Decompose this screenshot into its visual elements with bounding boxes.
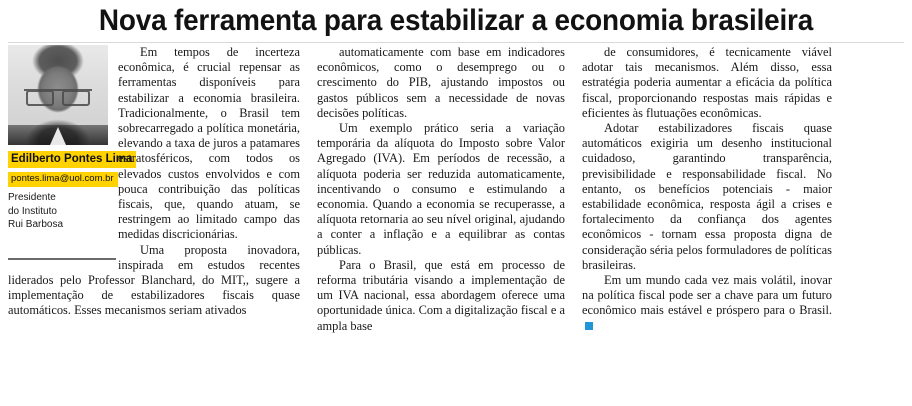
author-portrait-photo bbox=[8, 45, 108, 145]
paragraph: automaticamente com base em indicadores econômicos, como o desemprego ou o crescimento do PIB, ajustando impostos ou gastos públicos sem a necessidade de novas decisões políticas. bbox=[317, 45, 565, 120]
paragraph: Adotar estabilizadores fiscais quase automáticos exigiria um desenho institucional cuidadoso, garantindo transparência, previsibilidade e responsabilidade fiscal. No entanto, os benefícios potenciais - maior estabilidade econômica, resposta ágil a crises e fortalecimento da confiança dos agentes econômicos - tornam essa proposta digna de consideração séria pelos formuladores de políticas brasileiras. bbox=[582, 121, 832, 272]
author-role-line-3: Rui Barbosa bbox=[8, 219, 64, 230]
author-role bbox=[8, 191, 108, 232]
article-column-1 bbox=[8, 45, 300, 319]
article-column-2 bbox=[317, 45, 565, 334]
author-divider bbox=[8, 258, 116, 260]
author-role-line-2: do Instituto bbox=[8, 205, 57, 217]
end-of-article-marker bbox=[585, 322, 593, 330]
author-role-line-1: Presidente bbox=[8, 192, 56, 203]
author-block bbox=[8, 45, 133, 260]
article-column-3 bbox=[582, 45, 832, 334]
paragraph-final bbox=[582, 273, 832, 334]
author-name: Edilberto Pontes Lima bbox=[8, 151, 136, 168]
author-email[interactable]: pontes.lima@uol.com.br bbox=[8, 172, 118, 187]
paragraph: Uma proposta inovadora, inspirada em estudos recentes liderados pelo Professor Blanchard, do MIT,, sugere a implementação de estabilizadores fiscais quase automáticos. Esses mecanismos seriam ativados bbox=[8, 242, 300, 318]
headline-container bbox=[0, 0, 912, 43]
article-columns bbox=[8, 45, 904, 403]
headline-divider bbox=[8, 42, 904, 43]
paragraph: de consumidores, é tecnicamente viável adotar tais mecanismos. Além disso, essa estratégia poderia aumentar a eficácia da política fiscal, proporcionando respostas mais rápidas e eficientes às flutuações econômicas. bbox=[582, 45, 832, 120]
paragraph: Em tempos de incerteza econômica, é crucial repensar as ferramentas disponíveis para estabilizar a economia brasileira. Tradicionalmente, o Brasil tem sobrecarregado a política monetária, elevando a taxa de juros a patamares estratosféricos, com todos os elevados custos envolvidos e com pouca contribuição das políticas fiscais, que, quando atuam, se restringem ao limitado campo das medidas discricionárias. bbox=[118, 45, 300, 242]
page-title: Nova ferramenta para estabilizar a economia brasileira bbox=[98, 4, 814, 37]
glasses-icon bbox=[24, 89, 92, 104]
paragraph-final-text: Em um mundo cada vez mais volátil, inovar na política fiscal pode ser a chave para um futuro econômico mais estável e próspero para o Brasil. bbox=[582, 273, 832, 318]
paragraph: Um exemplo prático seria a variação temporária da alíquota do Imposto sobre Valor Agregado (IVA). Em períodos de recessão, a alíquota poderia ser reduzida automaticamente, incentivando o consumo e estimulando a economia. Quando a economia se recuperasse, a alíquota retornaria ao seu nível original, ajudando a conter a inflação e a equilibrar as contas públicas. bbox=[317, 121, 565, 257]
paragraph: Para o Brasil, que está em processo de reforma tributária visando a implementação de um IVA nacional, essa abordagem oferece uma oportunidade única. Com a digitalização fiscal e a ampla base bbox=[317, 257, 565, 333]
